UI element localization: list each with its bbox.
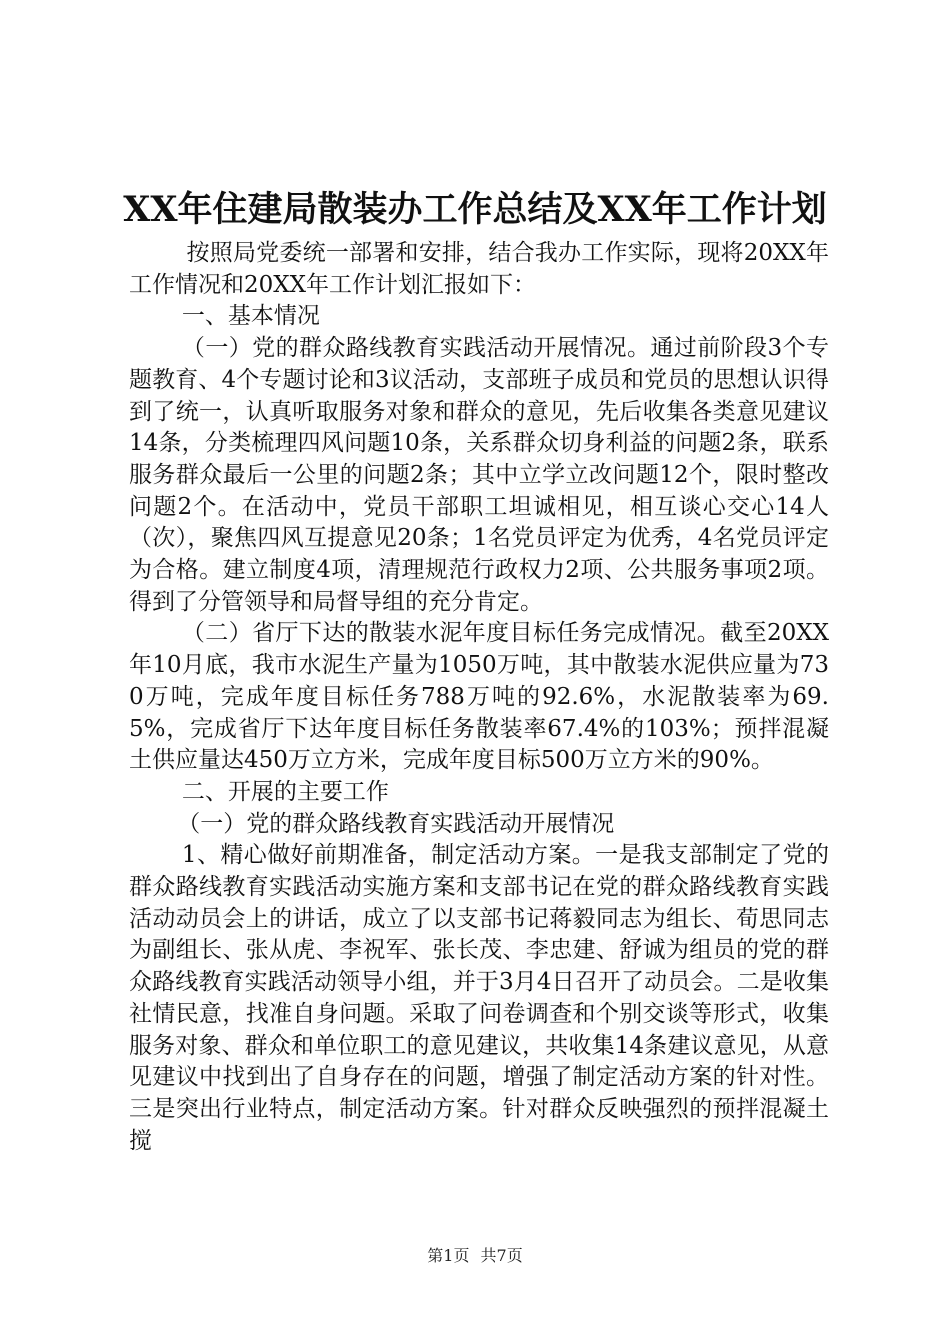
page-footer (0, 1244, 950, 1268)
section-heading-basic-situation: 一、基本情况 (181, 303, 320, 330)
document-title: XX年住建局散装办工作总结及XX年工作计划 (123, 189, 827, 230)
subsection-heading-party-activity: （一）党的群众路线教育实践活动开展情况 (177, 810, 615, 837)
page-total: 共7页 (480, 1246, 523, 1265)
intro-paragraph: 按照局党委统一部署和安排，结合我办工作实际，现将20XX年工作情况和20XX年工作计划汇报如下： (129, 240, 829, 298)
section-heading-main-work: 二、开展的主要工作 (181, 778, 389, 805)
paragraph-party-activity: （一）党的群众路线教育实践活动开展情况。通过前阶段3个专题教育、4个专题讨论和3议活动，支部班子成员和党员的思想认识得到了统一，认真听取服务对象和群众的意见，先后收集各类意见建议14条，分类梳理四风问题10条，关系群众切身利益的问题2条，联系服务群众最后一公里的问题2条；其中立学立改问题12个，限时整改问题2个。在活动中，党员干部职工坦诚相见，相互谈心交心14人（次），聚焦四风互提意见20条；1名党员评定为优秀，4名党员评定为合格。建立制度4项，清理规范行政权力2项、公共服务事项2项。得到了分管领导和局督导组的充分肯定。 (129, 335, 829, 615)
paragraph-preparation: 1、精心做好前期准备，制定活动方案。一是我支部制定了党的群众路线教育实践活动实施方案和支部书记在党的群众路线教育实践活动动员会上的讲话，成立了以支部书记蒋毅同志为组长、荀思同志为副组长、张从虎、李祝军、张长茂、李忠建、舒诚为组员的党的群众路线教育实践活动领导小组，并于3月4日召开了动员会。二是收集社情民意，找准自身问题。采取了问卷调查和个别交谈等形式，收集服务对象、群众和单位职工的意见建议，共收集14条建议意见，从意见建议中找到出了自身存在的问题，增强了制定活动方案的针对性。三是突出行业特点，制定活动方案。针对群众反映强烈的预拌混凝土搅 (129, 842, 829, 1154)
page-number: 第1页 (427, 1246, 470, 1265)
paragraph-cement-targets: （二）省厅下达的散装水泥年度目标任务完成情况。截至20XX年10月底，我市水泥生产量为1050万吨，其中散装水泥供应量为730万吨，完成年度目标任务788万吨的92.6%，水泥散装率为69.5%，完成省厅下达年度目标任务散装率67.4%的103%；预拌混凝土供应量达450万立方米，完成年度目标500万立方米的90%。 (129, 620, 829, 774)
document-body (129, 238, 829, 1157)
